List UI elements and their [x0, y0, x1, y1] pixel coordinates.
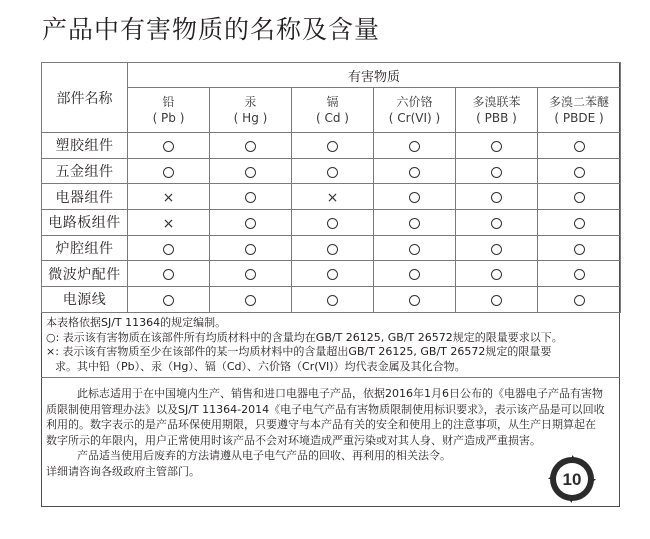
mark-cell: [210, 158, 292, 184]
circle-mark-icon: [245, 269, 256, 280]
table-row: [42, 210, 621, 236]
circle-mark-icon: [491, 192, 502, 203]
circle-mark-icon: [163, 167, 174, 178]
substance-header-4: [456, 88, 538, 133]
description-paragraph-1: 此标志适用于在中国境内生产、销售和进口电器电子产品，依据2016年1月6日公布的《电器电子产品有害物质限制使用管理办法》以及SJ/T 11364-2014《电子电气产品有害物质限制使用标识要求》，表示该产品是可以回收利用的。数字表示的是产品环保使用期限，只要遵守与本产品有关的安全和使用上的注意事项，从生产日期算起在数字所示的年限内，用户正常使用时该产品不会对环境造成严重污染或对其人身、财产造成严重损害。: [46, 387, 605, 447]
circle-mark-icon: [409, 192, 420, 203]
part-name-cell: 塑胶组件: [42, 133, 128, 159]
substance-symbol: ( Pb ): [152, 111, 185, 125]
part-name-cell: 微波炉配件: [42, 261, 128, 287]
circle-mark-icon: [409, 218, 420, 229]
circle-mark-icon: [245, 167, 256, 178]
mark-cell: [456, 235, 538, 261]
circle-mark-icon: [491, 269, 502, 280]
hazardous-substance-table: [41, 62, 621, 313]
circle-mark-icon: [163, 141, 174, 152]
substance-symbol: ( Hg ): [233, 111, 268, 125]
mark-cell: [538, 287, 621, 313]
mark-cell: [292, 133, 374, 159]
mark-cell: [374, 210, 456, 236]
mark-cell: [128, 158, 210, 184]
description-paragraph-3: 详细请咨询各级政府主管部门。: [46, 464, 200, 478]
substance-name: 铅: [162, 95, 175, 109]
part-name-cell: 五金组件: [42, 158, 128, 184]
cross-mark-icon: ×: [162, 215, 175, 232]
substance-header-5: [538, 88, 621, 133]
mark-cell: [292, 184, 374, 210]
mark-cell: [128, 133, 210, 159]
table-row: [42, 287, 621, 313]
substance-header-2: [292, 88, 374, 133]
mark-cell: [538, 184, 621, 210]
table-notes: [46, 316, 618, 374]
mark-cell: [374, 158, 456, 184]
cross-mark-icon: ×: [162, 190, 175, 207]
substance-header-row: [42, 88, 621, 133]
mark-cell: [292, 158, 374, 184]
circle-mark-icon: [245, 218, 256, 229]
substance-name: 镉: [326, 95, 339, 109]
mark-cell: [210, 261, 292, 287]
circle-mark-icon: [327, 295, 338, 306]
circle-mark-icon: [245, 192, 256, 203]
circle-mark-icon: [327, 141, 338, 152]
table-row: [42, 133, 621, 159]
mark-cell: [456, 210, 538, 236]
circle-mark-icon: [574, 295, 585, 306]
circle-mark-icon: [574, 167, 585, 178]
description-text: [46, 386, 606, 479]
mark-cell: [210, 184, 292, 210]
note-cross-meaning-cont: 求。其中铅（Pb）、汞（Hg）、镉（Cd）、六价铬（Cr(VI)）均代表金属及其化合物。: [55, 359, 466, 373]
circle-mark-icon: [409, 167, 420, 178]
circle-mark-icon: [574, 269, 585, 280]
mark-cell: [210, 287, 292, 313]
circle-mark-icon: [491, 244, 502, 255]
circle-mark-icon: [245, 295, 256, 306]
substance-name: 汞: [244, 95, 257, 109]
mark-cell: [538, 261, 621, 287]
part-name-cell: 电器组件: [42, 184, 128, 210]
part-name-cell: 电源线: [42, 287, 128, 313]
mark-cell: [456, 158, 538, 184]
substance-name: 多溴联苯: [472, 95, 521, 109]
substance-symbol: ( Cd ): [316, 111, 349, 125]
circle-mark-icon: [245, 141, 256, 152]
table-row: [42, 261, 621, 287]
mark-cell: [538, 210, 621, 236]
circle-mark-icon: [327, 167, 338, 178]
circle-mark-icon: [327, 269, 338, 280]
note-circle-meaning: ○: 表示该有害物质在该部件所有均质材料中的含量均在GB/T 26125, GB/T 26572规定的限量要求以下。: [46, 330, 563, 344]
mark-cell: [374, 287, 456, 313]
circle-mark-icon: [163, 244, 174, 255]
substance-symbol: ( PBB ): [476, 111, 517, 125]
mark-cell: [456, 133, 538, 159]
circle-mark-icon: [409, 244, 420, 255]
mark-cell: [292, 235, 374, 261]
table-row: [42, 158, 621, 184]
mark-cell: [292, 261, 374, 287]
mark-cell: [456, 184, 538, 210]
substance-symbol: ( Cr(VI) ): [388, 111, 441, 125]
substance-group-header: 有害物质: [128, 63, 621, 88]
circle-mark-icon: [574, 192, 585, 203]
mark-cell: [374, 184, 456, 210]
epup-number: 10: [562, 470, 582, 489]
circle-mark-icon: [491, 218, 502, 229]
substance-header-1: [210, 88, 292, 133]
note-cross-meaning: ×: 表示该有害物质至少在该部件的某一均质材料中的含量超出GB/T 26125, GB/T 26572规定的限量要: [46, 345, 552, 358]
mark-cell: [128, 261, 210, 287]
mark-cell: [374, 235, 456, 261]
circle-mark-icon: [409, 295, 420, 306]
mark-cell: [538, 133, 621, 159]
circle-mark-icon: [574, 141, 585, 152]
note-standard: 本表格依据SJ/T 11364的规定编制。: [46, 316, 227, 329]
circle-mark-icon: [491, 141, 502, 152]
cross-mark-icon: ×: [326, 190, 339, 207]
mark-cell: [292, 287, 374, 313]
circle-mark-icon: [163, 295, 174, 306]
substance-header-3: [374, 88, 456, 133]
mark-cell: [374, 133, 456, 159]
circle-mark-icon: [327, 244, 338, 255]
mark-cell: [210, 235, 292, 261]
part-name-header: 部件名称: [42, 63, 128, 133]
mark-cell: [538, 158, 621, 184]
table-row: [42, 235, 621, 261]
mark-cell: [538, 235, 621, 261]
part-name-cell: 电路板组件: [42, 210, 128, 236]
table-body: [42, 133, 621, 313]
substance-header-0: [128, 88, 210, 133]
table-row: [42, 184, 621, 210]
circle-mark-icon: [327, 218, 338, 229]
part-name-cell: 炉腔组件: [42, 235, 128, 261]
circle-mark-icon: [245, 244, 256, 255]
mark-cell: [128, 184, 210, 210]
substance-symbol: ( PBDE ): [554, 111, 604, 125]
page-title: 产品中有害物质的名称及含量: [42, 15, 381, 44]
circle-mark-icon: [491, 167, 502, 178]
mark-cell: [210, 133, 292, 159]
circle-mark-icon: [574, 244, 585, 255]
substance-name: 六价铬: [396, 95, 433, 109]
mark-cell: [456, 261, 538, 287]
substance-name: 多溴二苯醚: [549, 95, 610, 109]
mark-cell: [210, 210, 292, 236]
description-paragraph-2: 产品适当使用后废弃的方法请遵从电子电气产品的回收、再利用的相关法令。: [77, 449, 451, 462]
circle-mark-icon: [574, 218, 585, 229]
circle-mark-icon: [409, 269, 420, 280]
circle-mark-icon: [491, 295, 502, 306]
mark-cell: [456, 287, 538, 313]
circle-mark-icon: [409, 141, 420, 152]
mark-cell: [374, 261, 456, 287]
mark-cell: [128, 210, 210, 236]
mark-cell: [128, 287, 210, 313]
mark-cell: [292, 210, 374, 236]
epup-recycle-icon: [548, 455, 596, 503]
circle-mark-icon: [163, 269, 174, 280]
mark-cell: [128, 235, 210, 261]
